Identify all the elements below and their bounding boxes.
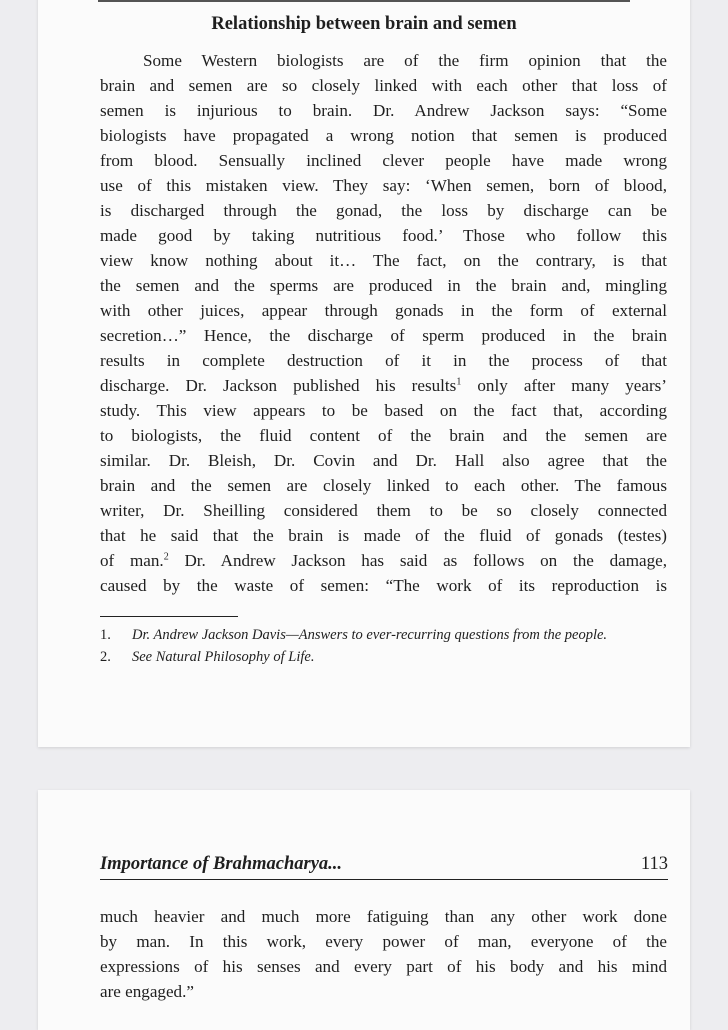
text-line: from blood. Sensually inclined clever people have made wrong: [100, 151, 667, 170]
book-page-upper: [38, 0, 690, 747]
section-heading: Relationship between brain and semen: [211, 14, 517, 34]
footnote-number: 1.: [100, 627, 111, 643]
text-line: are engaged.”: [100, 982, 194, 1001]
text-line-with-footnote-2: [100, 548, 667, 573]
footnote-ref-2: 2: [163, 551, 169, 563]
footnotes: [100, 626, 670, 670]
running-title: Importance of Brahmacharya...: [100, 854, 343, 874]
text-line: brain and the semen are closely linked to each other. The famous: [100, 476, 667, 495]
text-line: secretion…” Hence, the discharge of sperm produced in the brain: [100, 326, 667, 345]
text-line: use of this mistaken view. They say: ‘When semen, born of blood,: [100, 176, 667, 195]
text-line: with other juices, appear through gonads in the form of external: [100, 301, 667, 320]
cropped-text-strip: [98, 0, 630, 2]
text-line: results in complete destruction of it in the process of that: [100, 351, 667, 370]
body-text: [100, 48, 667, 598]
text-line: caused by the waste of semen: “The work of its reproduction is: [100, 576, 667, 595]
text-line: is discharged through the gonad, the loss by discharge can be: [100, 201, 667, 220]
text-line: much heavier and much more fatiguing than any other work done: [100, 907, 667, 926]
text-line: that he said that the brain is made of the fluid of gonads (testes): [100, 526, 667, 545]
text-line: brain and semen are so closely linked with each other that loss of: [100, 76, 667, 95]
text-line: the semen and the sperms are produced in the brain and, mingling: [100, 276, 667, 295]
footnote-rule: [100, 616, 238, 617]
text-line: by man. In this work, every power of man, everyone of the: [100, 932, 667, 951]
footnote-text: See Natural Philosophy of Life.: [132, 649, 315, 665]
text-line: similar. Dr. Bleish, Dr. Covin and Dr. Hall also agree that the: [100, 451, 667, 470]
running-header: [100, 854, 668, 880]
footnote-2: [100, 648, 670, 667]
text-line: to biologists, the fluid content of the brain and the semen are: [100, 426, 667, 445]
text-segment: discharge. Dr. Jackson published his results: [100, 376, 457, 395]
text-line: made good by taking nutritious food.’ Those who follow this: [100, 226, 667, 245]
text-line: study. This view appears to be based on the fact that, according: [100, 401, 667, 420]
text-segment: Dr. Andrew Jackson has said as follows on the damage,: [168, 551, 668, 570]
book-page-lower: [38, 790, 690, 1030]
text-line: semen is injurious to brain. Dr. Andrew Jackson says: “Some: [100, 101, 667, 120]
text-line: expressions of his senses and every part of his body and his mind: [100, 957, 667, 976]
text-line: writer, Dr. Sheilling considered them to be so closely connected: [100, 501, 667, 520]
text-line: view know nothing about it… The fact, on the contrary, is that: [100, 251, 667, 270]
text-line: Some Western biologists are of the firm opinion that the: [143, 51, 667, 70]
footnote-number: 2.: [100, 649, 111, 665]
footnote-1: [100, 626, 670, 645]
text-segment: of man.: [100, 551, 164, 570]
footnote-ref-1: 1: [456, 376, 462, 388]
body-text: [100, 904, 667, 1004]
text-line: biologists have propagated a wrong notion that semen is produced: [100, 126, 667, 145]
page-number: 113: [640, 854, 668, 874]
footnote-text: Dr. Andrew Jackson Davis—Answers to ever-recurring questions from the people.: [132, 627, 608, 643]
text-segment: only after many years’: [461, 376, 667, 395]
text-line-with-footnote-1: [100, 373, 667, 398]
